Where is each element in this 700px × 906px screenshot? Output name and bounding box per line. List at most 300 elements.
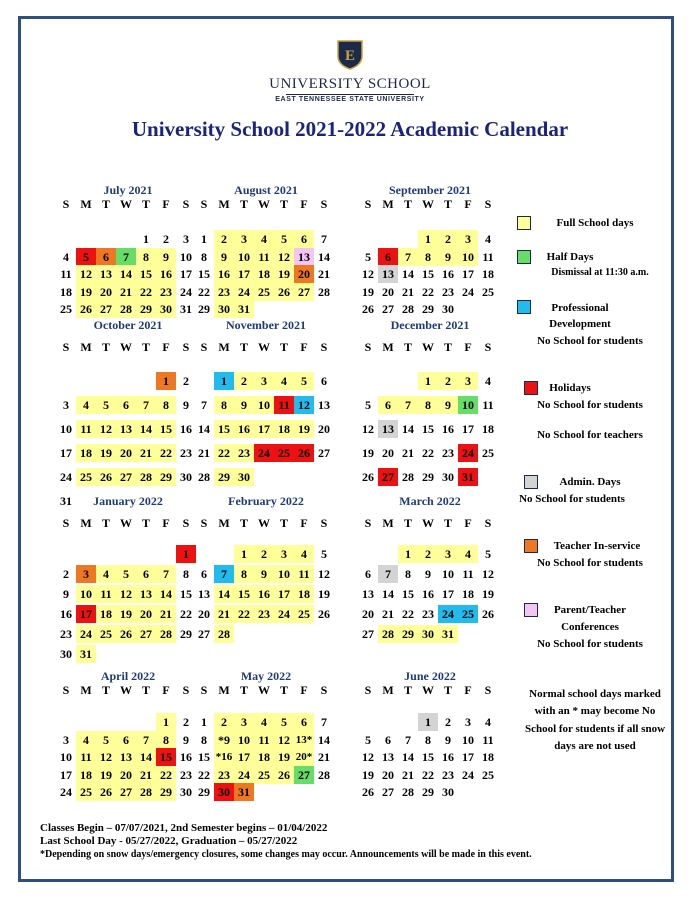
calendar-day: 15 xyxy=(180,587,192,601)
legend-ptc-label2: Conferences xyxy=(561,621,619,633)
calendar-day: 6 xyxy=(365,567,371,581)
weekday-header: T xyxy=(279,683,288,697)
crest-letter: E xyxy=(344,48,356,64)
weekday-header: M xyxy=(218,197,230,211)
calendar-day: 30 xyxy=(214,783,234,801)
calendar-day: 7 xyxy=(321,715,327,729)
calendar-day: 2 xyxy=(418,545,438,563)
calendar-day: 6 xyxy=(378,248,398,266)
calendar-day: 17 xyxy=(60,767,72,782)
school-logo xyxy=(0,40,700,103)
calendar-day: 12 xyxy=(318,567,330,581)
calendar-day: 27 xyxy=(318,446,330,460)
weekday-header: T xyxy=(101,683,110,697)
weekday-header: S xyxy=(62,197,70,211)
calendar-day: 28 xyxy=(402,470,414,484)
calendar-day: 10 xyxy=(274,565,294,583)
month-name: November 2021 xyxy=(225,318,307,332)
calendar-day: 24 xyxy=(458,444,478,462)
calendar-day: 17 xyxy=(254,420,274,438)
calendar-day: 18 xyxy=(96,605,116,623)
calendar-day: 24 xyxy=(234,766,254,784)
calendar-day: 23 xyxy=(442,767,454,782)
legend-half-label: Half Days xyxy=(546,251,594,263)
calendar-day: 11 xyxy=(482,732,494,747)
weekday-header: M xyxy=(218,516,230,530)
weekday-header: F xyxy=(300,340,308,354)
calendar-day: 7 xyxy=(405,732,411,747)
calendar-day: 8 xyxy=(136,248,156,266)
calendar-day: 24 xyxy=(438,605,458,623)
calendar-day: 8 xyxy=(201,732,207,747)
calendar-day: 5 xyxy=(321,547,327,561)
legend-swatch-teacher xyxy=(524,539,538,553)
weekday-header: F xyxy=(464,197,472,211)
calendar-day: 1 xyxy=(234,545,254,563)
month-name: August 2021 xyxy=(234,183,298,197)
calendar-day: 9 xyxy=(183,732,189,747)
weekday-header: S xyxy=(484,197,492,211)
calendar-day: 10 xyxy=(442,567,454,581)
calendar-day: 9 xyxy=(214,248,234,266)
calendar-day: 23 xyxy=(442,284,454,299)
calendar-day: 4 xyxy=(485,232,491,246)
calendar-day: 4 xyxy=(458,545,478,563)
weekday-header: T xyxy=(279,197,288,211)
calendar-day: 12 xyxy=(274,248,294,266)
weekday-header: T xyxy=(101,340,110,354)
legend-pd-label2: Development xyxy=(549,318,611,330)
calendar-day: 12 xyxy=(96,420,116,438)
calendar-day: 29 xyxy=(422,302,434,317)
calendar-day: 15 xyxy=(198,267,210,282)
weekday-header: T xyxy=(141,683,150,697)
calendar-day: 1 xyxy=(201,715,207,729)
calendar-day: 2 xyxy=(63,567,69,581)
calendar-day: 3 xyxy=(458,230,478,248)
calendar-day: 25 xyxy=(458,605,478,623)
note-last-day: Last School Day - 05/27/2022, Graduation – 05/27/2022 xyxy=(40,835,298,847)
calendar-day: 21 xyxy=(156,605,176,623)
calendar-day: 11 xyxy=(96,585,116,603)
calendar-day: 26 xyxy=(274,283,294,301)
calendar-day: 15 xyxy=(234,585,254,603)
calendar-day: 7 xyxy=(116,248,136,266)
calendar-day: 9 xyxy=(63,587,69,601)
calendar-day: 25 xyxy=(254,766,274,784)
legend-full-label: Full School days xyxy=(556,217,634,229)
calendar-day: 9 xyxy=(183,398,189,412)
weekday-header: M xyxy=(382,197,394,211)
calendar-day: 31 xyxy=(180,302,192,317)
weekday-header: F xyxy=(162,197,170,211)
calendar-day: 7 xyxy=(378,565,398,583)
calendar-day: 16 xyxy=(180,422,192,436)
calendar-day: 22 xyxy=(156,444,176,462)
calendar-day: 12 xyxy=(294,396,314,414)
calendar-day: 4 xyxy=(76,396,96,414)
calendar-day: 8 xyxy=(418,248,438,266)
calendar-day: 21 xyxy=(198,446,210,460)
calendar-day: 8 xyxy=(156,396,176,414)
calendar-day: 22 xyxy=(180,607,192,621)
calendar-day: 16 xyxy=(180,750,192,764)
calendar-day: *9 xyxy=(214,731,234,749)
calendar-day: 29 xyxy=(198,302,210,317)
weekday-header: F xyxy=(300,683,308,697)
weekday-header: T xyxy=(101,516,110,530)
calendar-day: 15 xyxy=(156,420,176,438)
calendar-day: 27 xyxy=(294,283,314,301)
calendar-day: 5 xyxy=(365,732,371,747)
calendar-day: 10 xyxy=(76,585,96,603)
legend-holiday-note2: No School for teachers xyxy=(537,429,643,441)
legend-half-note: Dismissal at 11:30 a.m. xyxy=(551,267,649,278)
calendar-day: 18 xyxy=(294,585,314,603)
weekday-header: M xyxy=(80,340,92,354)
calendar-day: 12 xyxy=(96,748,116,766)
calendar-day: 6 xyxy=(294,230,314,248)
calendar-day: 9 xyxy=(234,396,254,414)
calendar-day: 25 xyxy=(76,783,96,801)
calendar-day: 28 xyxy=(198,470,210,484)
weekday-header: T xyxy=(403,197,412,211)
legend-pd-note: No School for students xyxy=(537,335,643,347)
calendar-day: 11 xyxy=(76,420,96,438)
month-name: September 2021 xyxy=(388,183,472,197)
calendar-day: 31 xyxy=(234,300,254,318)
calendar-day: 24 xyxy=(274,605,294,623)
calendar-day: 14 xyxy=(136,420,156,438)
calendar-day: 5 xyxy=(365,398,371,412)
weekday-header: W xyxy=(258,683,270,697)
calendar-day: 22 xyxy=(234,605,254,623)
weekday-header: F xyxy=(300,197,308,211)
weekday-header: T xyxy=(279,340,288,354)
calendar-day: 22 xyxy=(156,766,176,784)
calendar-day: 14 xyxy=(214,585,234,603)
calendar-day: 8 xyxy=(156,731,176,749)
calendar-day: 11 xyxy=(294,565,314,583)
weekday-header: T xyxy=(443,516,452,530)
calendar-day: 5 xyxy=(294,372,314,390)
calendar-day: 30 xyxy=(442,785,454,799)
calendar-day: 2 xyxy=(214,713,234,731)
weekday-header: S xyxy=(62,516,70,530)
note-snow-days: *Depending on snow days/emergency closures, some changes may occur. Announcements will be made in this event. xyxy=(40,849,532,860)
calendar-day: 12 xyxy=(76,265,96,283)
calendar-day: 15 xyxy=(156,748,176,766)
calendar-day: 1 xyxy=(214,372,234,390)
month-name: October 2021 xyxy=(93,318,163,332)
calendar-day: 30 xyxy=(180,470,192,484)
weekday-header: S xyxy=(200,340,208,354)
calendar-day: 10 xyxy=(180,249,192,264)
weekday-header: T xyxy=(239,340,248,354)
calendar-day: 29 xyxy=(198,785,210,799)
calendar-day: 17 xyxy=(462,750,474,764)
calendar-day: 29 xyxy=(180,627,192,641)
calendar-day: 17 xyxy=(60,446,72,460)
calendar-day: 19 xyxy=(362,767,374,782)
calendar-day: 19 xyxy=(96,444,116,462)
calendar-day: 30 xyxy=(442,302,454,317)
calendar-day: 12 xyxy=(362,422,374,436)
calendar-day: 23 xyxy=(422,607,434,621)
calendar-day: 9 xyxy=(438,396,458,414)
calendar-day: 19 xyxy=(274,748,294,766)
calendar-day: 4 xyxy=(294,545,314,563)
logo-divider xyxy=(286,94,414,95)
calendar-day: 19 xyxy=(362,446,374,460)
calendar-day: 30 xyxy=(156,300,176,318)
calendar-day: 29 xyxy=(214,468,234,486)
calendar-day: 11 xyxy=(76,748,96,766)
calendar-day: 22 xyxy=(136,283,156,301)
calendar-day: 4 xyxy=(96,565,116,583)
calendar-day: 21 xyxy=(136,766,156,784)
calendar-day: 9 xyxy=(445,732,451,747)
calendar-day: 18 xyxy=(462,587,474,601)
calendar-day: 3 xyxy=(234,713,254,731)
calendar-day: 18 xyxy=(482,750,494,764)
month-name: July 2021 xyxy=(103,183,153,197)
calendar-day: 22 xyxy=(422,767,434,782)
weekday-header: M xyxy=(80,516,92,530)
calendar-day: 27 xyxy=(96,300,116,318)
calendar-day: 12 xyxy=(482,567,494,581)
month-name: June 2022 xyxy=(404,669,456,683)
legend-admin-note: No School for students xyxy=(519,493,625,505)
calendar-day: 3 xyxy=(76,565,96,583)
footer-notes xyxy=(40,822,532,861)
logo-name: UNIVERSITY SCHOOL xyxy=(269,76,431,92)
calendar-day: 2 xyxy=(163,232,169,246)
calendar-day: 23 xyxy=(214,283,234,301)
calendar-day: 11 xyxy=(254,731,274,749)
crest-icon xyxy=(337,40,363,70)
calendar-day: 10 xyxy=(234,731,254,749)
calendar-day: 20 xyxy=(382,446,394,460)
weekday-header: M xyxy=(382,516,394,530)
weekday-header: S xyxy=(62,683,70,697)
calendar-day: 18 xyxy=(254,748,274,766)
calendar-day: 2 xyxy=(254,545,274,563)
calendar-day: 15 xyxy=(214,420,234,438)
calendar-day: 28 xyxy=(214,625,234,643)
calendar-day: 12 xyxy=(274,731,294,749)
calendar-day: 25 xyxy=(482,767,494,782)
calendar-day: 18 xyxy=(76,766,96,784)
weekday-header: F xyxy=(300,516,308,530)
weekday-header: W xyxy=(120,340,132,354)
calendar-day: 15 xyxy=(402,587,414,601)
calendar-day: 22 xyxy=(402,607,414,621)
weekday-header: M xyxy=(80,197,92,211)
calendar-day: 18 xyxy=(76,444,96,462)
calendar-day: 23 xyxy=(442,446,454,460)
weekday-header: W xyxy=(422,516,434,530)
month-name: May 2022 xyxy=(240,669,292,683)
calendar-day: 28 xyxy=(402,785,414,799)
weekday-header: T xyxy=(279,516,288,530)
calendar-day: 9 xyxy=(156,248,176,266)
calendar-day: 24 xyxy=(60,470,72,484)
page-title: University School 2021-2022 Academic Calendar xyxy=(131,117,569,141)
calendar-day: 7 xyxy=(156,565,176,583)
calendar-day: 20 xyxy=(136,605,156,623)
calendar-day: 3 xyxy=(234,230,254,248)
calendar-day: 13 xyxy=(294,248,314,266)
weekday-header: T xyxy=(239,516,248,530)
calendar-day: 23 xyxy=(180,767,192,782)
calendar-day: 29 xyxy=(156,783,176,801)
calendar-day: 15 xyxy=(198,750,210,764)
calendar-day: 21 xyxy=(116,283,136,301)
calendar-day: 1 xyxy=(201,232,207,246)
calendar-day: 20 xyxy=(382,284,394,299)
weekday-header: W xyxy=(422,197,434,211)
calendar-day: 13 xyxy=(382,750,394,764)
weekday-header: T xyxy=(101,197,110,211)
calendar-day: 20 xyxy=(116,766,136,784)
calendar-day: 12 xyxy=(116,585,136,603)
calendar-day: 31 xyxy=(458,468,478,486)
calendar-day: 7 xyxy=(398,396,418,414)
calendar-day: 3 xyxy=(63,398,69,412)
calendar-day: 1 xyxy=(176,545,196,563)
weekday-header: S xyxy=(320,683,328,697)
calendar-day: 25 xyxy=(254,283,274,301)
calendar-day: 12 xyxy=(362,267,374,282)
calendar-day: 6 xyxy=(201,567,207,581)
calendar-day: 17 xyxy=(76,605,96,623)
weekday-header: T xyxy=(141,197,150,211)
calendar-day: 29 xyxy=(136,300,156,318)
calendar-day: 17 xyxy=(462,422,474,436)
calendar-day: 22 xyxy=(198,284,210,299)
calendar-day: 23 xyxy=(234,444,254,462)
calendar-day: 26 xyxy=(362,302,374,317)
calendar-day: 4 xyxy=(63,249,69,264)
calendar-day: 1 xyxy=(156,713,176,731)
weekday-header: S xyxy=(484,683,492,697)
calendar-day: 16 xyxy=(60,607,72,621)
calendar-day: 24 xyxy=(234,283,254,301)
weekday-header: S xyxy=(364,197,372,211)
weekday-header: W xyxy=(258,340,270,354)
calendar-day: 23 xyxy=(214,766,234,784)
weekday-header: T xyxy=(443,683,452,697)
calendar-day: 20 xyxy=(294,265,314,283)
weekday-header: F xyxy=(162,683,170,697)
calendar-day: 26 xyxy=(96,783,116,801)
calendar-day: 23 xyxy=(180,446,192,460)
calendar-day: 27 xyxy=(136,625,156,643)
legend-ptc-label: Parent/Teacher xyxy=(553,604,627,616)
weekday-header: S xyxy=(364,683,372,697)
calendar-day: 19 xyxy=(274,265,294,283)
calendar-day: 11 xyxy=(482,398,494,412)
calendar-day: 11 xyxy=(274,396,294,414)
calendar-day: 24 xyxy=(462,284,474,299)
logo-subtitle: EAST TENNESSEE STATE UNIVERSITY xyxy=(275,96,425,103)
calendar-day: 27 xyxy=(378,468,398,486)
weekday-header: S xyxy=(182,197,190,211)
calendar-day: 16 xyxy=(422,587,434,601)
calendar-day: 5 xyxy=(96,731,116,749)
calendar-day: 11 xyxy=(462,567,474,581)
calendar-day: 8 xyxy=(418,396,438,414)
calendar-day: 18 xyxy=(60,284,72,299)
calendar-day: 6 xyxy=(116,396,136,414)
calendar-day: 17 xyxy=(180,267,192,282)
weekday-header: F xyxy=(464,683,472,697)
calendar-day: 3 xyxy=(254,372,274,390)
weekday-header: S xyxy=(364,340,372,354)
calendar-day: 14 xyxy=(402,267,414,282)
calendar-day: 21 xyxy=(318,267,330,282)
calendar-day: 14 xyxy=(382,587,394,601)
calendar-day: 14 xyxy=(402,422,414,436)
calendar-day: 27 xyxy=(382,785,394,799)
calendar-day: 28 xyxy=(318,284,330,299)
weekday-header: S xyxy=(200,516,208,530)
calendar-day: 21 xyxy=(214,605,234,623)
weekday-header: S xyxy=(320,197,328,211)
calendar-day: 16 xyxy=(254,585,274,603)
weekday-header: S xyxy=(182,516,190,530)
calendar-day: 30 xyxy=(418,625,438,643)
calendar-day: *16 xyxy=(214,748,234,766)
calendar-day: 7 xyxy=(136,396,156,414)
calendar-day: 6 xyxy=(378,396,398,414)
calendar-day: 4 xyxy=(254,230,274,248)
calendar-day: 3 xyxy=(183,232,189,246)
calendar-day: 16 xyxy=(234,420,254,438)
calendar-day: 26 xyxy=(76,300,96,318)
calendar-day: 5 xyxy=(76,248,96,266)
weekday-header: T xyxy=(403,516,412,530)
calendar-day: 2 xyxy=(214,230,234,248)
calendar-day: 11 xyxy=(482,249,494,264)
calendar-day: 19 xyxy=(116,605,136,623)
calendar-day: 29 xyxy=(422,785,434,799)
calendar-day: 20 xyxy=(96,283,116,301)
calendar-day: 24 xyxy=(254,444,274,462)
calendar-day: 16 xyxy=(442,267,454,282)
calendar-day: 11 xyxy=(60,267,72,282)
calendar-day: 9 xyxy=(254,565,274,583)
calendar-day: 10 xyxy=(254,396,274,414)
calendar-day: 21 xyxy=(136,444,156,462)
weekday-header: W xyxy=(120,197,132,211)
weekday-header: F xyxy=(162,516,170,530)
weekday-header: T xyxy=(141,340,150,354)
calendar-day: 6 xyxy=(385,732,391,747)
calendar-day: 22 xyxy=(214,444,234,462)
weekday-header: F xyxy=(464,340,472,354)
weekday-header: T xyxy=(403,683,412,697)
calendar-day: 31 xyxy=(60,494,72,508)
calendar-day: 29 xyxy=(156,468,176,486)
calendar-day: 25 xyxy=(60,302,72,317)
weekday-header: W xyxy=(120,683,132,697)
calendar-day: 28 xyxy=(156,625,176,643)
calendar-day: 7 xyxy=(136,731,156,749)
calendar-day: 30 xyxy=(442,470,454,484)
calendar-day: 17 xyxy=(234,748,254,766)
